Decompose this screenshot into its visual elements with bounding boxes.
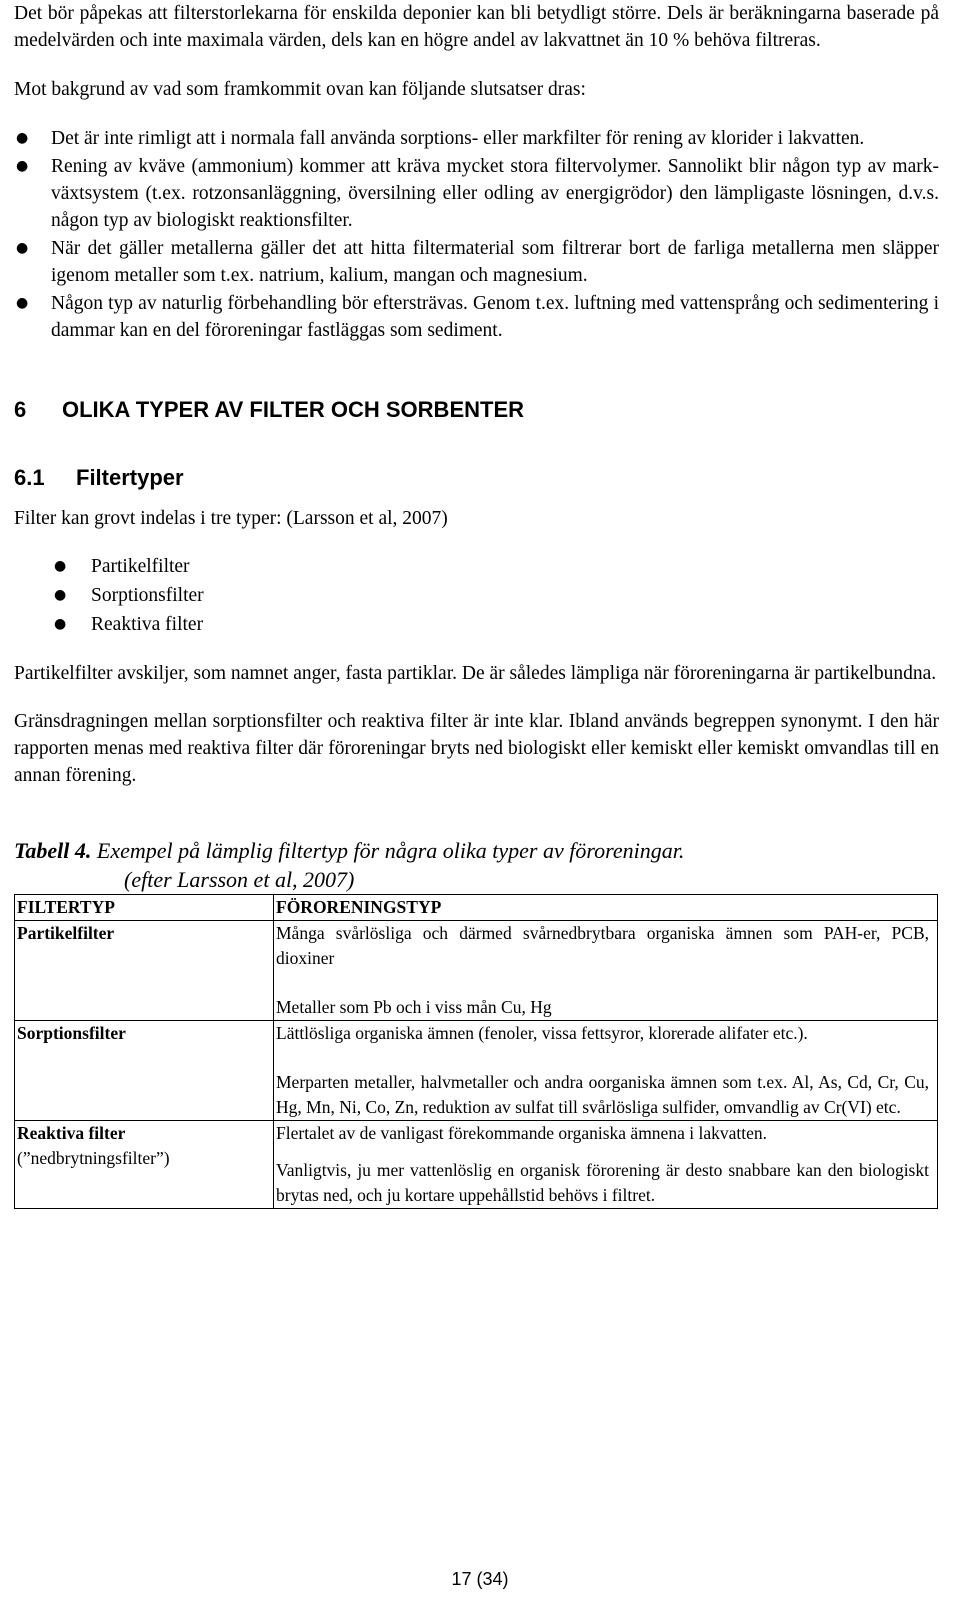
table-row bbox=[15, 1021, 938, 1121]
pollutant-text: Vanligtvis, ju mer vattenlöslig en organisk förorening är desto snabbare kan den biologiskt brytas ned, och ju kortare uppehållstid behövs i filtret. bbox=[276, 1160, 929, 1205]
table-cell-type bbox=[15, 1021, 274, 1121]
bullet-icon: ● bbox=[54, 558, 67, 574]
table-header-row bbox=[15, 895, 938, 921]
table-header-fororeningstyp: FÖRORENINGSTYP bbox=[274, 895, 938, 921]
table-cell-pollutants bbox=[274, 921, 938, 1021]
section-title: OLIKA TYPER AV FILTER OCH SORBENTER bbox=[62, 397, 525, 422]
partikel-paragraph: Partikelfilter avskiljer, som namnet anger, fasta partiklar. De är således lämpliga när föroreningarna är partikelbundna. bbox=[14, 663, 937, 684]
filter-table bbox=[14, 894, 938, 1209]
list-item bbox=[14, 153, 939, 234]
list-item bbox=[14, 552, 939, 581]
list-item bbox=[14, 581, 939, 610]
list-item bbox=[14, 125, 939, 152]
list-item-text: Reaktiva filter bbox=[91, 614, 204, 635]
conclusion-lead: Mot bakgrund av vad som framkommit ovan kan följande slutsatser dras: bbox=[14, 79, 586, 100]
list-item-text: Rening av kväve (ammonium) kommer att kräva mycket stora filtervolymer. Sannolikt blir någon typ av mark-växtsystem (t.ex. rotzonsanläggning, översilning eller odling av energigrödor) den lämpligaste lösningen, d.v.s. någon typ av biologiskt reaktionsfilter. bbox=[51, 156, 939, 231]
table-cell-type bbox=[15, 921, 274, 1021]
pollutant-text: Lättlösliga organiska ämnen (fenoler, vissa fettsyror, klorerade alifater etc.). bbox=[276, 1023, 808, 1043]
section-heading bbox=[14, 395, 939, 425]
table-cell-pollutants bbox=[274, 1021, 938, 1121]
table-cell-type bbox=[15, 1121, 274, 1209]
list-item bbox=[14, 235, 939, 289]
intro-paragraph: Det bör påpekas att filterstorlekarna för enskilda deponier kan bli betydligt större. Dels är beräkningarna baserade på medelvärden och inte maximala värden, dels kan en högre andel av lakvattnet än 10 % behöva filtreras. bbox=[14, 3, 939, 51]
subsection-title: Filtertyper bbox=[76, 465, 184, 490]
filter-types-list bbox=[14, 552, 939, 639]
bullet-icon: ● bbox=[16, 295, 29, 311]
document-page bbox=[14, 0, 939, 1209]
table-caption-source: (efter Larsson et al, 2007) bbox=[124, 867, 355, 892]
list-item bbox=[14, 290, 939, 344]
pollutant-text: Många svårlösliga och därmed svårnedbrytbara organiska ämnen som PAH-er, PCB, dioxiner bbox=[276, 923, 929, 968]
types-intro: Filter kan grovt indelas i tre typer: (Larsson et al, 2007) bbox=[14, 508, 448, 529]
page-number: 17 (34) bbox=[451, 1569, 509, 1589]
bullet-icon: ● bbox=[16, 158, 29, 174]
subsection-heading bbox=[14, 463, 939, 493]
filter-type-label: Sorptionsfilter bbox=[17, 1023, 126, 1043]
bullet-icon: ● bbox=[54, 587, 67, 603]
list-item-text: Någon typ av naturlig förbehandling bör eftersträvas. Genom t.ex. luftning med vattensprång och sedimentering i dammar kan en del föroreningar fastläggas som sediment. bbox=[51, 293, 939, 341]
subsection-number: 6.1 bbox=[14, 465, 45, 490]
bullet-icon: ● bbox=[54, 616, 67, 632]
pollutant-text: Metaller som Pb och i viss mån Cu, Hg bbox=[276, 997, 552, 1017]
list-item-text: Det är inte rimligt att i normala fall använda sorptions- eller markfilter för rening av klorider i lakvatten. bbox=[51, 128, 865, 149]
list-item-text: Partikelfilter bbox=[91, 556, 190, 577]
section-number: 6 bbox=[14, 397, 27, 422]
filter-type-label: Reaktiva filter bbox=[17, 1123, 126, 1143]
list-item-text: När det gäller metallerna gäller det att hitta filtermaterial som filtrerar bort de farliga metallerna men släpper igenom metaller som t.ex. natrium, kalium, mangan och magnesium. bbox=[51, 238, 939, 286]
conclusions-list bbox=[14, 125, 939, 344]
table-caption bbox=[14, 836, 939, 894]
table-caption-text: Exempel på lämplig filtertyp för några olika typer av föroreningar. bbox=[96, 838, 685, 863]
list-item-text: Sorptionsfilter bbox=[91, 585, 204, 606]
list-item bbox=[14, 610, 939, 639]
table-header-filtertyp: FILTERTYP bbox=[15, 895, 274, 921]
table-row bbox=[15, 1121, 938, 1209]
filter-type-sublabel: (”nedbrytningsfilter”) bbox=[17, 1148, 170, 1168]
pollutant-text: Merparten metaller, halvmetaller och andra oorganiska ämnen som t.ex. Al, As, Cd, Cr, Cu, Hg, Mn, Ni, Co, Zn, reduktion av sulfat till svårlösliga sulfider, omvandlig av Cr(VI) etc. bbox=[276, 1072, 929, 1117]
grans-paragraph: Gränsdragningen mellan sorptionsfilter och reaktiva filter är inte klar. Ibland används begreppen synonymt. I den här rapporten menas med reaktiva filter där föroreningar bryts ned biologiskt eller kemiskt eller kemiskt omvandlas till en annan förening. bbox=[14, 711, 939, 786]
bullet-icon: ● bbox=[16, 240, 29, 256]
bullet-icon: ● bbox=[16, 130, 29, 146]
pollutant-text: Flertalet av de vanligast förekommande organiska ämnena i lakvatten. bbox=[276, 1123, 767, 1143]
filter-type-label: Partikelfilter bbox=[17, 923, 115, 943]
table-caption-label: Tabell 4. bbox=[14, 838, 92, 863]
table-row bbox=[15, 921, 938, 1021]
table-cell-pollutants bbox=[274, 1121, 938, 1209]
